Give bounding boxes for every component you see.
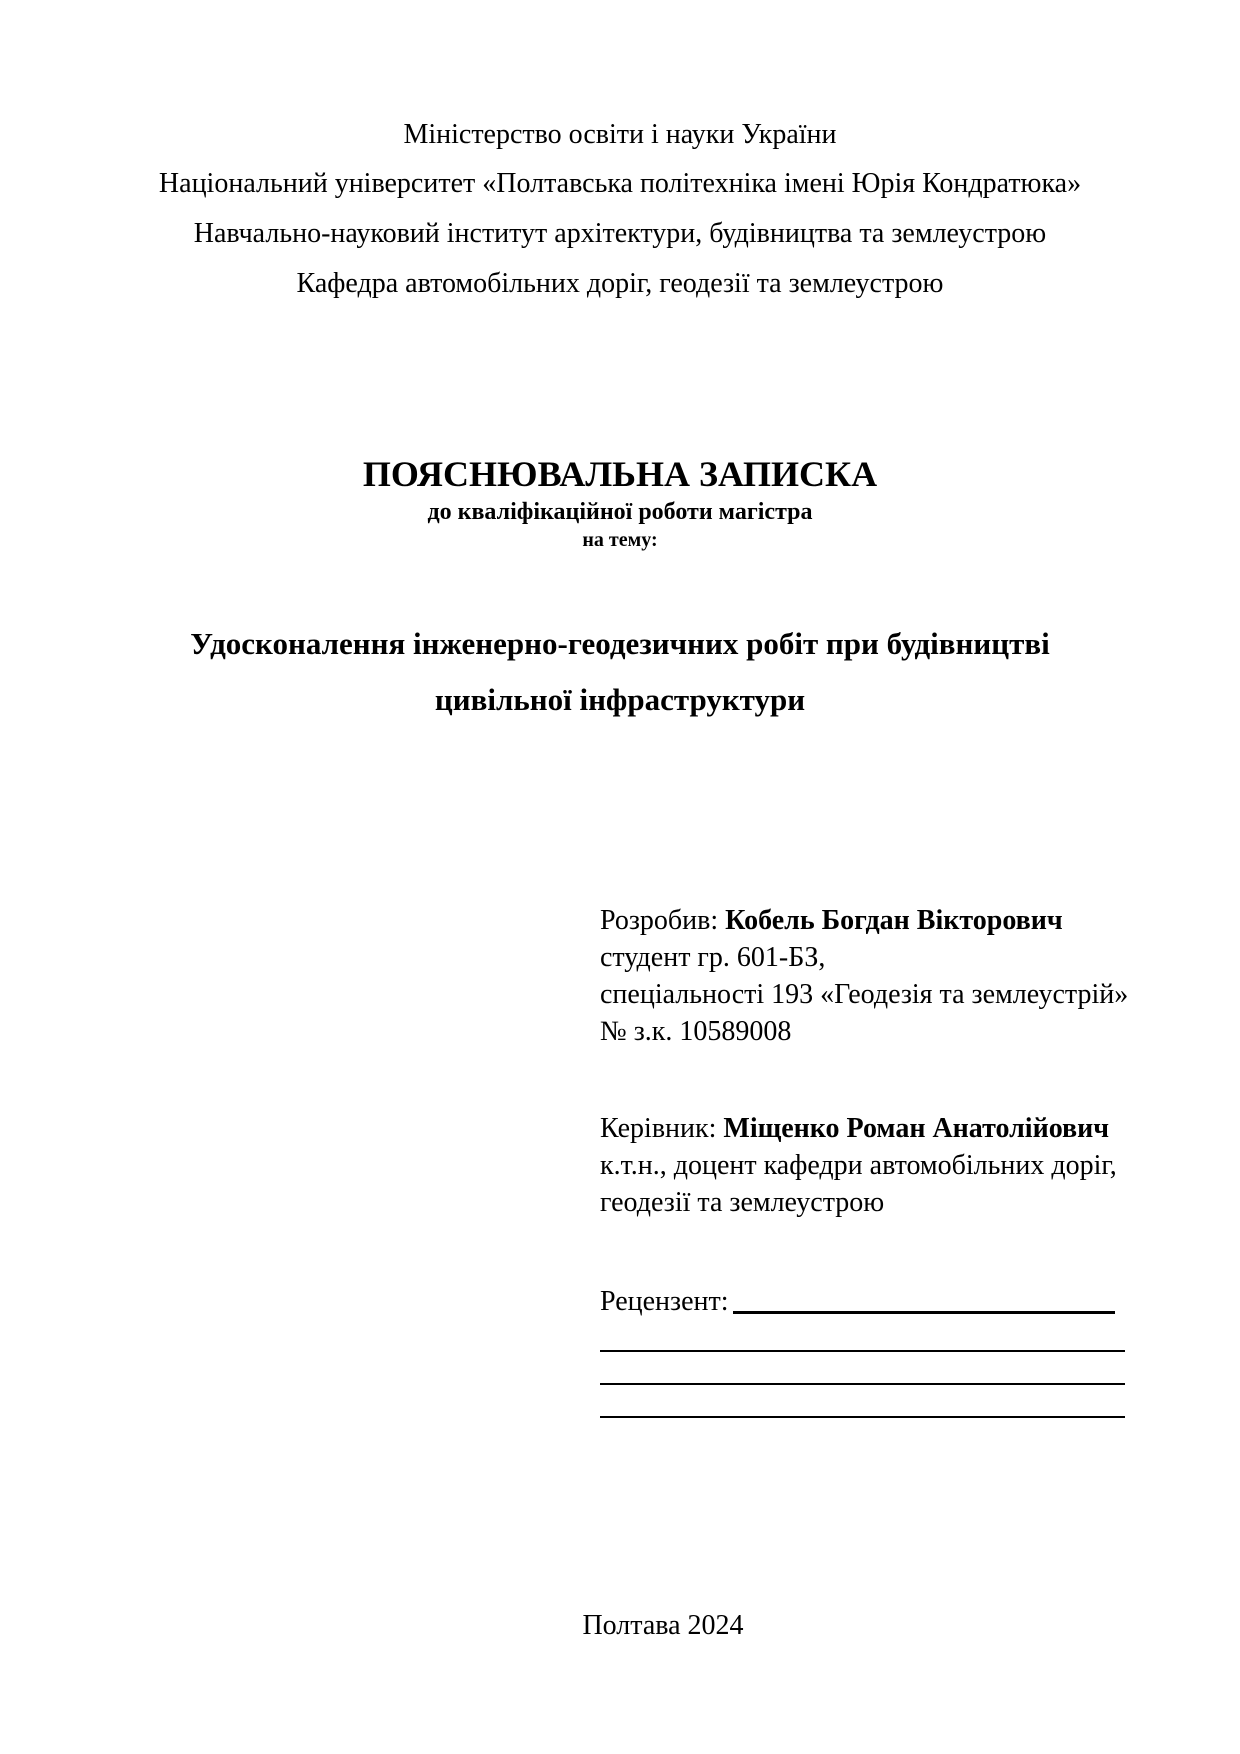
author-record-book: № з.к. 10589008 <box>600 1016 792 1047</box>
document-subtitle: до кваліфікаційної роботи магістра <box>427 499 813 525</box>
reviewer-blank-line-3 <box>600 1416 1125 1418</box>
supervisor-name: Міщенко Роман Анатолійович <box>723 1113 1110 1144</box>
university-line: Національний університет «Полтавська політехніка імені Юрія Кондратюка» <box>158 168 1082 199</box>
topic-label: на тему: <box>582 529 658 551</box>
city-year: Полтава 2024 <box>582 1610 744 1641</box>
supervisor-block <box>600 1110 1200 1221</box>
reviewer-row <box>600 1283 1200 1320</box>
reviewer-signature-line <box>733 1311 1115 1314</box>
supervisor-row <box>600 1110 1200 1147</box>
reviewer-blank-line-2 <box>600 1383 1125 1385</box>
author-label: Розробив: <box>600 905 719 936</box>
document-title: ПОЯСНЮВАЛЬНА ЗАПИСКА <box>362 454 878 494</box>
department-line: Кафедра автомобільних доріг, геодезії та землеустрою <box>296 268 944 299</box>
author-name: Кобель Богдан Вікторович <box>725 905 1063 936</box>
reviewer-blank-line-1 <box>600 1350 1125 1352</box>
author-block <box>600 902 1200 1050</box>
supervisor-label: Керівник: <box>600 1113 717 1144</box>
topic-line-2: цивільної інфраструктури <box>434 682 806 717</box>
author-row <box>600 902 1200 939</box>
reviewer-label: Рецензент: <box>600 1286 729 1317</box>
reviewer-block <box>600 1283 1200 1320</box>
institute-line: Навчально-науковий інститут архітектури, будівництва та землеустрою <box>193 218 1047 249</box>
topic-line-1: Удосконалення інженерно-геодезичних робіт при будівництві <box>190 626 1050 661</box>
author-specialty: спеціальності 193 «Геодезія та землеустрій» <box>600 979 1129 1010</box>
ministry-line: Міністерство освіти і науки України <box>403 119 837 150</box>
supervisor-position-1: к.т.н., доцент кафедри автомобільних доріг, <box>600 1150 1117 1181</box>
author-group: студент гр. 601-БЗ, <box>600 942 826 973</box>
supervisor-position-2: геодезії та землеустрою <box>600 1187 885 1218</box>
